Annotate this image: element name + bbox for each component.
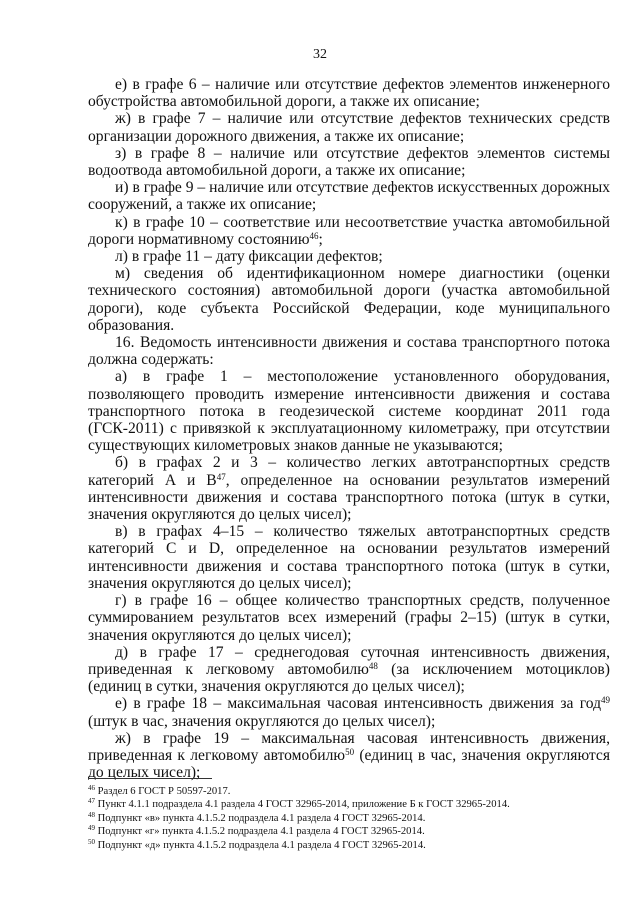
document-body — [88, 76, 610, 781]
footnote-ref: 46 — [309, 230, 319, 241]
paragraph: м) сведения об идентификационном номере диагностики (оценки технического состояния) автомобильной дороги (участка автомобильной дороги), коде субъекта Российской Федерации, коде муниципального образования. — [88, 265, 610, 334]
footnote-number: 46 — [88, 784, 95, 792]
paragraph: е) в графе 6 – наличие или отсутствие дефектов элементов инженерного обустройства автомобильной дороги, а также их описание; — [88, 76, 610, 111]
paragraph: 16. Ведомость интенсивности движения и состава транспортного потока должна содержать: — [88, 334, 610, 369]
footnote: $^{50}$ Подпункт «д» пункта 4.1.5.2 подраздела 4.1 раздела 4 ГОСТ 32965-2014. — [88, 837, 426, 851]
footnote-ref: 48 — [368, 660, 378, 671]
footnote: $^{46}$ Раздел 6 ГОСТ Р 50597-2017. — [88, 784, 231, 797]
page-number: 32 — [313, 47, 327, 62]
paragraph: ж) в графе 19 – максимальная часовая интенсивность движения, приведенная к легковому автомобилю$^{50}$ (единиц в час, значения округляются до целых чисел); — [88, 729, 610, 782]
footnote-ref: 49 — [601, 695, 610, 706]
paragraph: к) в графе 10 – соответствие или несоответствие участка автомобильной дороги нормативному состоянию$^{46}$; — [88, 213, 610, 248]
footnote: $^{48}$ Подпункт «в» пункта 4.1.5.2 подраздела 4.1 раздела 4 ГОСТ 32965-2014. — [88, 810, 426, 824]
paragraph: и) в графе 9 – наличие или отсутствие дефектов искусственных дорожных сооружений, а также их описание; — [88, 179, 610, 214]
paragraph: л) в графе 11 – дату фиксации дефектов; — [115, 248, 383, 266]
paragraph: е) в графе 18 – максимальная часовая интенсивность движения за год$^{49}$ (штук в час, значения округляются до целых чисел); — [88, 695, 610, 730]
footnote-ref: 50 — [345, 746, 355, 757]
paragraph: г) в графе 16 – общее количество транспортных средств, полученное суммированием результатов всех измерений (графы 2–15) (штук в сутки, значения округляются до целых чисел); — [88, 592, 610, 644]
footnote: $^{49}$ Подпункт «г» пункта 4.1.5.2 подраздела 4.1 раздела 4 ГОСТ 32965-2014. — [88, 824, 425, 838]
footnotes — [88, 785, 610, 852]
footnote-number: 50 — [88, 837, 95, 846]
footnote-separator — [88, 778, 212, 779]
paragraph: а) в графе 1 – местоположение установленного оборудования, позволяющего проводить измерение интенсивности движения и состава транспортного потока в геодезической системе координат 2011 года (ГСК-2011) с привязкой к эксплуатационному километражу, при отсутствии существующих километровых знаков данные не указываются; — [88, 368, 610, 455]
paragraph: в) в графах 4–15 – количество тяжелых автотранспортных средств категорий C и D, определенное на основании результатов измерений интенсивности движения и состава транспортного потока (штук в сутки, значения округляются до целых чисел); — [88, 523, 610, 592]
footnote-ref: 47 — [216, 471, 226, 482]
footnote: $^{47}$ Пункт 4.1.1 подраздела 4.1 раздела 4 ГОСТ 32965-2014, приложение Б к ГОСТ 32965-2014. — [88, 797, 510, 811]
footnote-number: 47 — [88, 797, 95, 806]
paragraph: ж) в графе 7 – наличие или отсутствие дефектов технических средств организации дорожного движения, а также их описание; — [88, 110, 610, 145]
paragraph: з) в графе 8 – наличие или отсутствие дефектов элементов системы водоотвода автомобильной дороги, а также их описание; — [88, 144, 610, 180]
paragraph: б) в графах 2 и 3 – количество легких автотранспортных средств категорий А и $В^{47}$, определенное на основании результатов измерений интенсивности движения и состава транспортного потока (штук в сутки, значения округляются до целых чисел); — [88, 454, 610, 524]
footnote-number: 49 — [88, 824, 95, 833]
footnote-number: 48 — [88, 810, 95, 819]
paragraph: д) в графе 17 – среднегодовая суточная интенсивность движения, приведенная к легковому автомобилю$^{48}$ (за исключением мотоциклов) (единиц в сутки, значения округляются до целых чисел); — [88, 643, 610, 696]
